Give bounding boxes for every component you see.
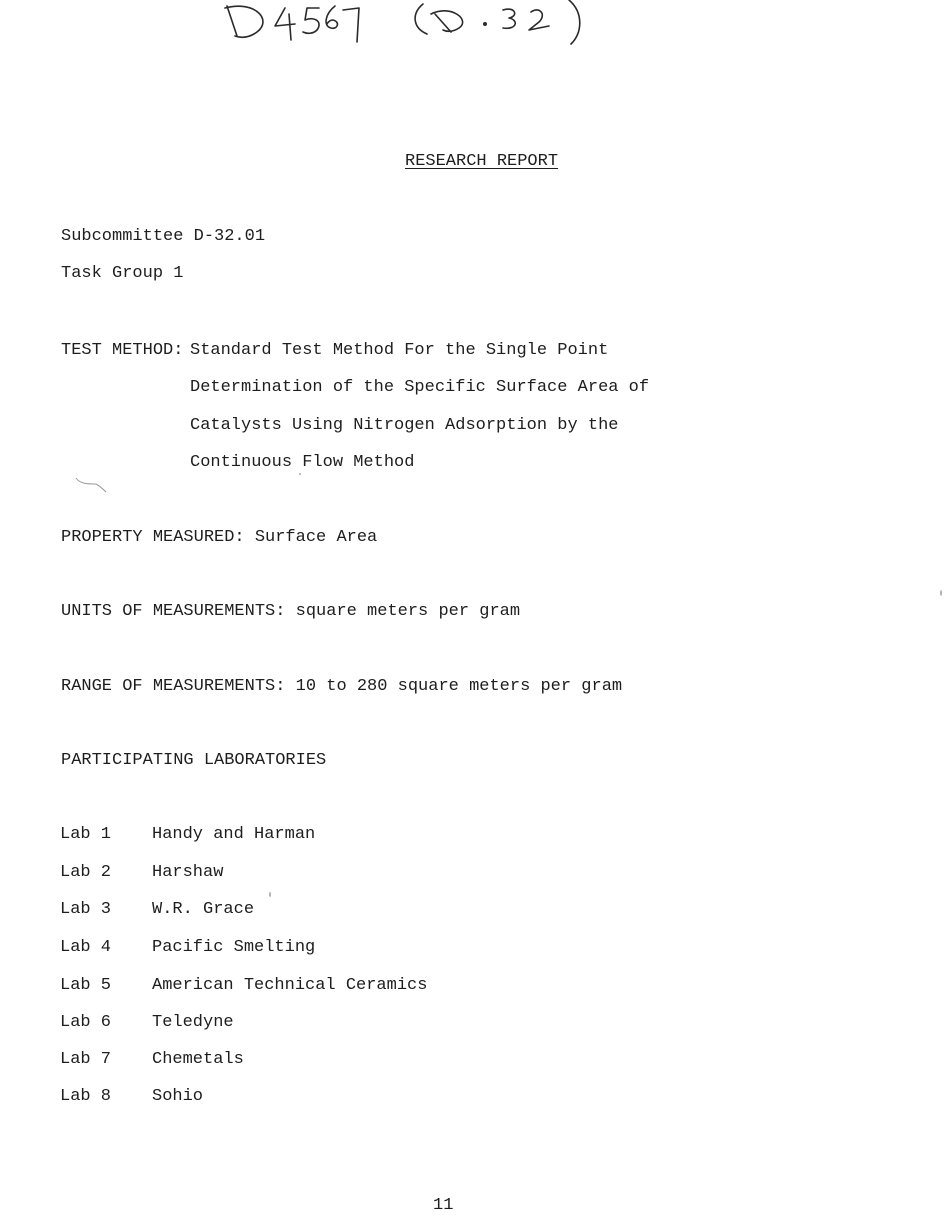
scan-speck bbox=[299, 473, 301, 475]
lab-name: Handy and Harman bbox=[152, 825, 316, 844]
lab-name: Teledyne bbox=[152, 1013, 234, 1032]
test-method-label: TEST METHOD: bbox=[61, 341, 184, 360]
lab-label: Lab 1 bbox=[60, 825, 112, 844]
property-measured: PROPERTY MEASURED: Surface Area bbox=[61, 528, 378, 547]
units-of-measurements: UNITS OF MEASUREMENTS: square meters per gram bbox=[61, 602, 521, 621]
participating-laboratories-heading: PARTICIPATING LABORATORIES bbox=[61, 751, 327, 770]
lab-label: Lab 8 bbox=[60, 1087, 112, 1106]
lab-name: Chemetals bbox=[152, 1050, 244, 1069]
test-method-line: Continuous Flow Method bbox=[190, 453, 415, 472]
test-method-line: Determination of the Specific Surface Area of bbox=[190, 378, 650, 397]
page-number: 11 bbox=[433, 1196, 454, 1215]
lab-name: W.R. Grace bbox=[152, 900, 255, 919]
test-method-line: Catalysts Using Nitrogen Adsorption by the bbox=[190, 416, 619, 435]
lab-name: Pacific Smelting bbox=[152, 938, 316, 957]
lab-label: Lab 7 bbox=[60, 1050, 112, 1069]
lab-label: Lab 2 bbox=[60, 863, 112, 882]
subcommittee: Subcommittee D-32.01 bbox=[61, 227, 266, 246]
lab-label: Lab 6 bbox=[60, 1013, 112, 1032]
report-title: RESEARCH REPORT bbox=[405, 152, 559, 171]
lab-name: Harshaw bbox=[152, 863, 224, 882]
lab-label: Lab 3 bbox=[60, 900, 112, 919]
lab-name: Sohio bbox=[152, 1087, 204, 1106]
test-method-line: Standard Test Method For the Single Point bbox=[190, 341, 609, 360]
handwritten-annotation bbox=[215, 0, 595, 56]
lab-name: American Technical Ceramics bbox=[152, 976, 428, 995]
pen-mark bbox=[72, 474, 112, 496]
range-of-measurements: RANGE OF MEASUREMENTS: 10 to 280 square meters per gram bbox=[61, 677, 623, 696]
lab-label: Lab 5 bbox=[60, 976, 112, 995]
scan-speck bbox=[940, 590, 942, 596]
scan-speck bbox=[269, 892, 271, 897]
lab-label: Lab 4 bbox=[60, 938, 112, 957]
task-group: Task Group 1 bbox=[61, 264, 184, 283]
